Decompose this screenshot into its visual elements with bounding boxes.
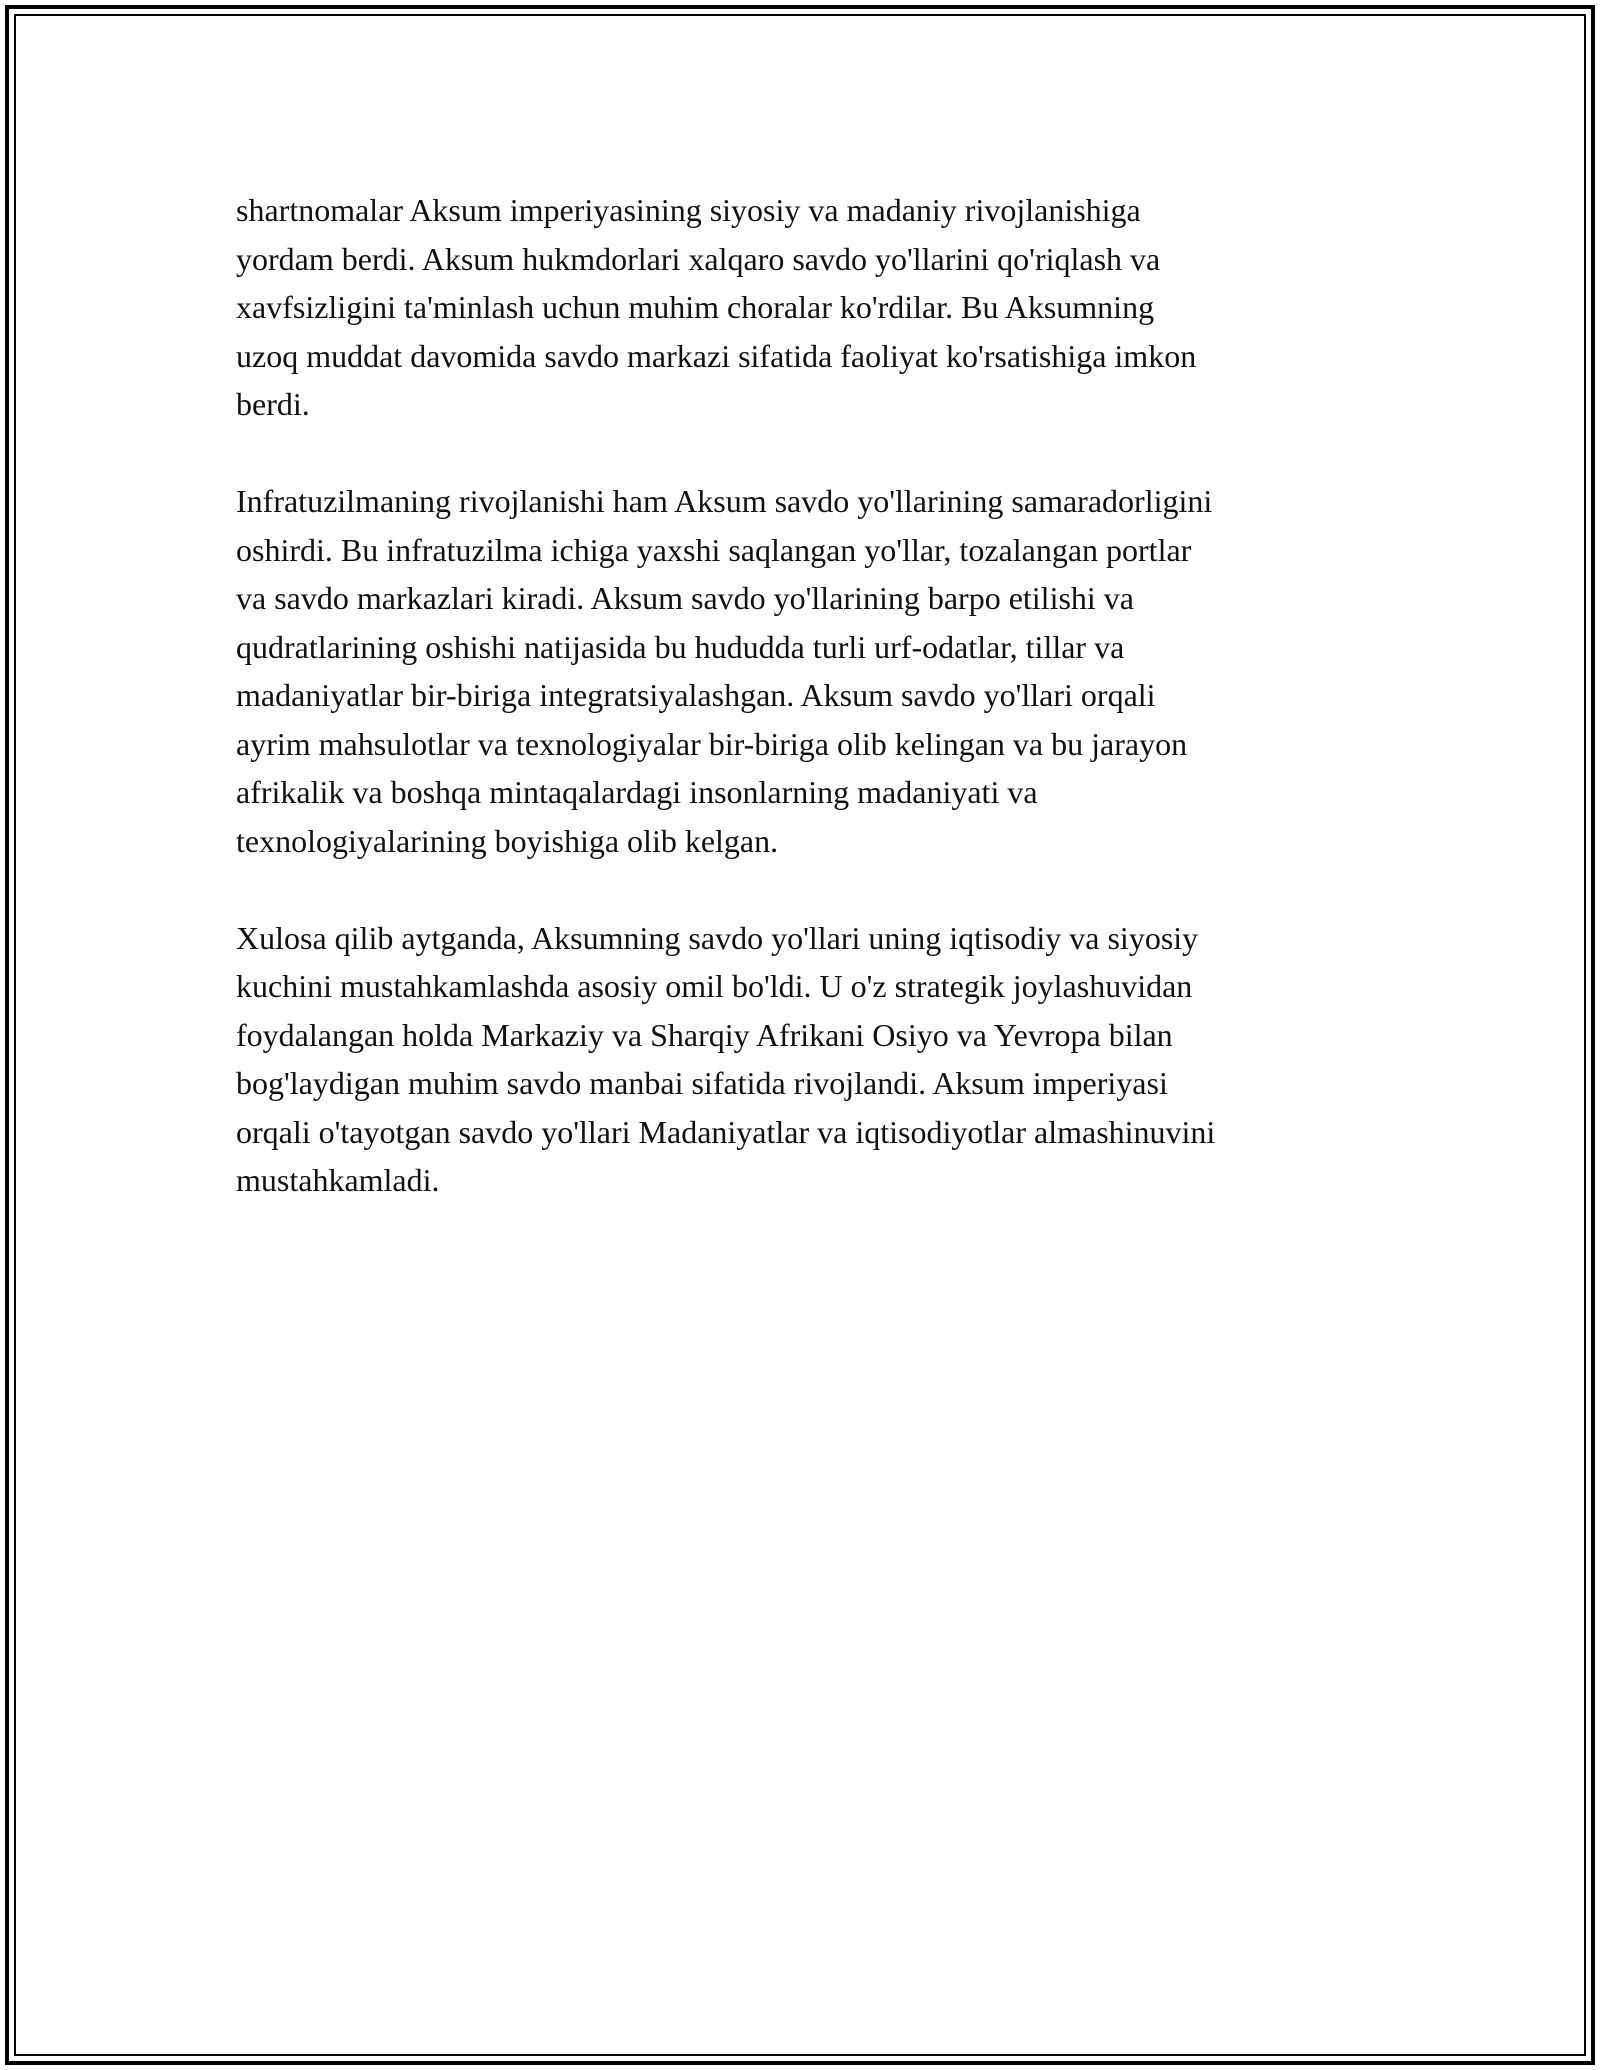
text-line: texnologiyalarining boyishiga olib kelgan. bbox=[236, 822, 779, 859]
text-line: orqali o'tayotgan savdo yo'llari Madaniyatlar va iqtisodiyotlar almashinuvini bbox=[236, 1113, 1216, 1150]
text-line: va savdo markazlari kiradi. Aksum savdo yo'llarining barpo etilishi va bbox=[236, 580, 1134, 616]
paragraph-2 bbox=[236, 477, 1366, 865]
document-body bbox=[236, 186, 1366, 1253]
text-line: oshirdi. Bu infratuzilma ichiga yaxshi saqlangan yo'llar, tozalangan portlar bbox=[236, 531, 1192, 568]
text-line: mustahkamladi. bbox=[236, 1162, 440, 1198]
text-line: madaniyatlar bir-biriga integratsiyalashgan. Aksum savdo yo'llari orqali bbox=[236, 677, 1156, 713]
text-line: uzoq muddat davomida savdo markazi sifatida faoliyat ko'rsatishiga imkon bbox=[236, 337, 1197, 374]
text-line: ayrim mahsulotlar va texnologiyalar bir-biriga olib kelingan va bu jarayon bbox=[236, 725, 1188, 762]
text-line: foydalangan holda Markaziy va Sharqiy Afrikani Osiyo va Yevropa bilan bbox=[236, 1016, 1173, 1053]
paragraph-1 bbox=[236, 186, 1366, 429]
text-line: yordam berdi. Aksum hukmdorlari xalqaro savdo yo'llarini qo'riqlash va bbox=[236, 240, 1161, 277]
paragraph-3 bbox=[236, 914, 1366, 1205]
text-line: berdi. bbox=[236, 386, 310, 422]
text-line: afrikalik va boshqa mintaqalardagi insonlarning madaniyati va bbox=[236, 774, 1038, 810]
text-line: qudratlarining oshishi natijasida bu hududda turli urf-odatlar, tillar va bbox=[236, 628, 1125, 665]
text-line: Xulosa qilib aytganda, Aksumning savdo yo'llari uning iqtisodiy va siyosiy bbox=[236, 919, 1199, 956]
text-line: xavfsizligini ta'minlash uchun muhim choralar ko'rdilar. Bu Aksumning bbox=[236, 289, 1155, 325]
text-line: shartnomalar Aksum imperiyasining siyosiy va madaniy rivojlanishiga bbox=[236, 192, 1141, 228]
text-line: Infratuzilmaning rivojlanishi ham Aksum savdo yo'llarining samaradorligini bbox=[236, 483, 1213, 519]
text-line: kuchini mustahkamlashda asosiy omil bo'ldi. U o'z strategik joylashuvidan bbox=[236, 968, 1193, 1004]
text-line: bog'laydigan muhim savdo manbai sifatida rivojlandi. Aksum imperiyasi bbox=[236, 1065, 1168, 1101]
